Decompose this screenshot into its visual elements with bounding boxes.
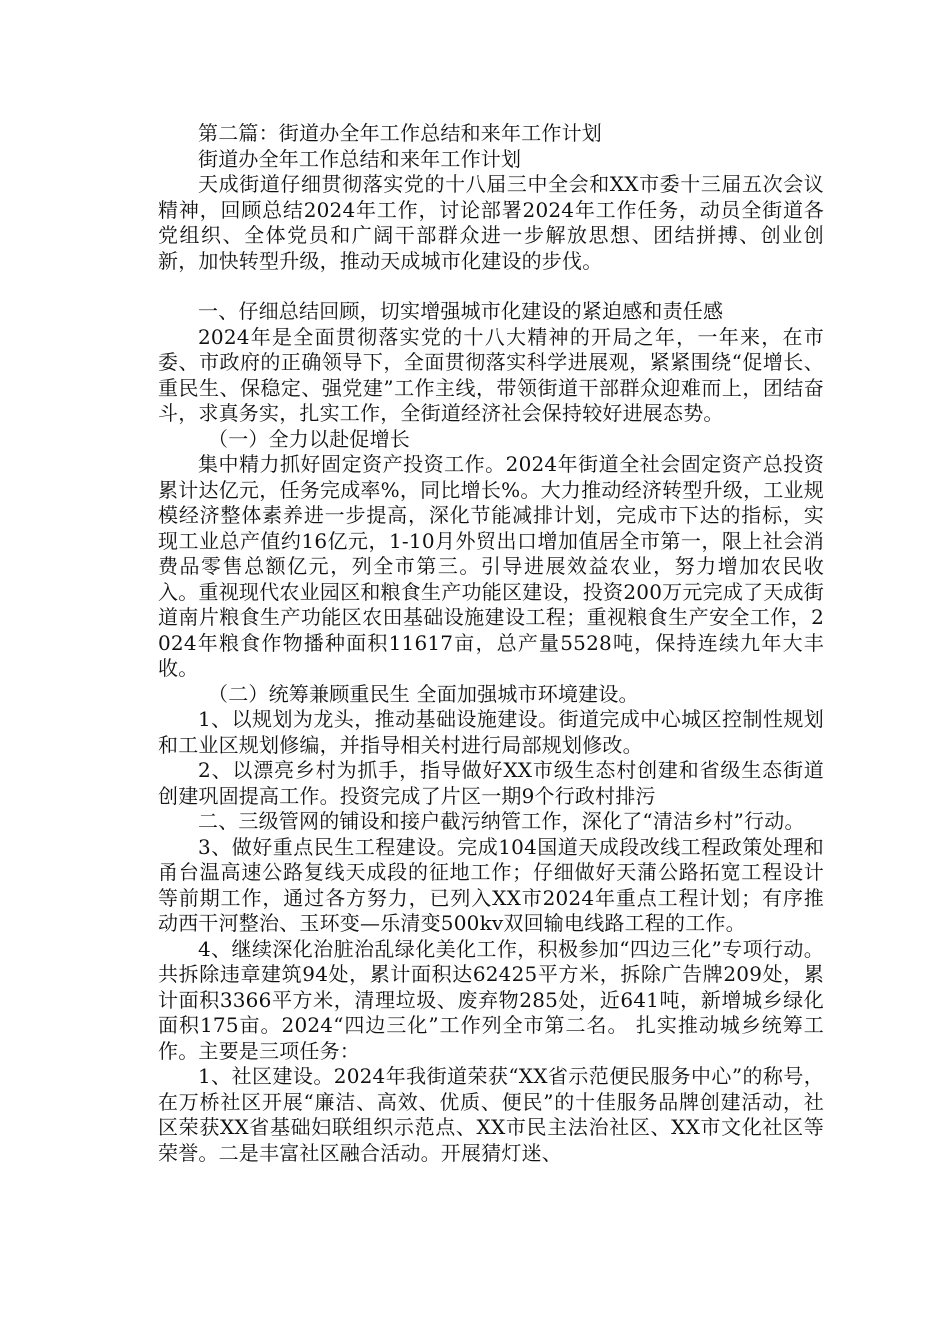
- paragraph-item-4: 4、继续深化治脏治乱绿化美化工作，积极参加“四边三化”专项行动。共拆除违章建筑94处，累计面积达62425平方米，拆除广告牌209处，累计面积3366平方米，清理垃圾、废弃物285处，近641吨，新增城乡绿化面积175亩。2024“四边三化”工作列全市第二名。 扎实推动城乡统筹工作。主要是三项任务：: [158, 936, 824, 1063]
- paragraph-community: 1、社区建设。2024年我街道荣获“XX省示范便民服务中心”的称号，在万桥社区开展“廉洁、高效、优质、便民”的十佳服务品牌创建活动，社区荣获XX省基础妇联组织示范点、XX市民主法治社区、XX市文化社区等荣誉。二是丰富社区融合活动。开展猜灯迷、: [158, 1064, 824, 1165]
- subsection-heading-2: （二）统筹兼顾重民生 全面加强城市环境建设。: [208, 681, 639, 706]
- document-body: [158, 121, 824, 1166]
- document-title: 第二篇：街道办全年工作总结和来年工作计划: [198, 121, 602, 145]
- subsection-heading-1: （一）全力以赴促增长: [208, 426, 410, 451]
- paragraph-item-2: 2、以漂亮乡村为抓手，指导做好XX市级生态村创建和省级生态街道创建巩固提高工作。投资完成了片区一期9个行政村排污: [158, 758, 824, 808]
- paragraph-item-2-cont: 二、三级管网的铺设和接户截污纳管工作，深化了“清洁乡村”行动。: [198, 809, 805, 833]
- paragraph-growth: 集中精力抓好固定资产投资工作。2024年街道全社会固定资产总投资累计达亿元，任务完成率%，同比增长%。大力推动经济转型升级，工业规模经济整体素养进一步提高，深化节能减排计划，完成市下达的指标，实现工业总产值约16亿元，1-10月外贸出口增加值居全市第一，限上社会消费品零售总额亿元，列全市第三。引导进展效益农业，努力增加农民收入。重视现代农业园区和粮食生产功能区建设，投资200万元完成了天成街道南片粮食生产功能区农田基础设施建设工程；重视粮食生产安全工作，2024年粮食作物播种面积11617亩，总产量5528吨，保持连续九年大丰收。: [158, 452, 824, 680]
- section-heading-1: 一、仔细总结回顾，切实增强城市化建设的紧迫感和责任感: [198, 299, 724, 323]
- paragraph-intro: 天成街道仔细贯彻落实党的十八届三中全会和XX市委十三届五次会议精神，回顾总结2024年工作，讨论部署2024年工作任务，动员全街道各党组织、全体党员和广阔干部群众进一步解放思想、团结拼搏、创业创新，加快转型升级，推动天成城市化建设的步伐。: [158, 172, 824, 273]
- document-subtitle: 街道办全年工作总结和来年工作计划: [198, 146, 522, 171]
- paragraph-overview: 2024年是全面贯彻落实党的十八大精神的开局之年，一年来，在市委、市政府的正确领导下，全面贯彻落实科学进展观，紧紧围绕“促增长、重民生、保稳定、强党建”工作主线，带领街道干部群众迎难而上，团结奋斗，求真务实，扎实工作，全街道经济社会保持较好进展态势。: [158, 324, 824, 425]
- paragraph-item-1: 1、以规划为龙头，推动基础设施建设。街道完成中心城区控制性规划和工业区规划修编，并指导相关村进行局部规划修改。: [158, 707, 824, 757]
- paragraph-item-3: 3、做好重点民生工程建设。完成104国道天成段改线工程政策处理和甬台温高速公路复线天成段的征地工作；仔细做好天蒲公路拓宽工程设计等前期工作，通过各方努力，已列入XX市2024年重点工程计划；有序推动西干河整治、玉环变—乐清变500kv双回输电线路工程的工作。: [158, 834, 824, 935]
